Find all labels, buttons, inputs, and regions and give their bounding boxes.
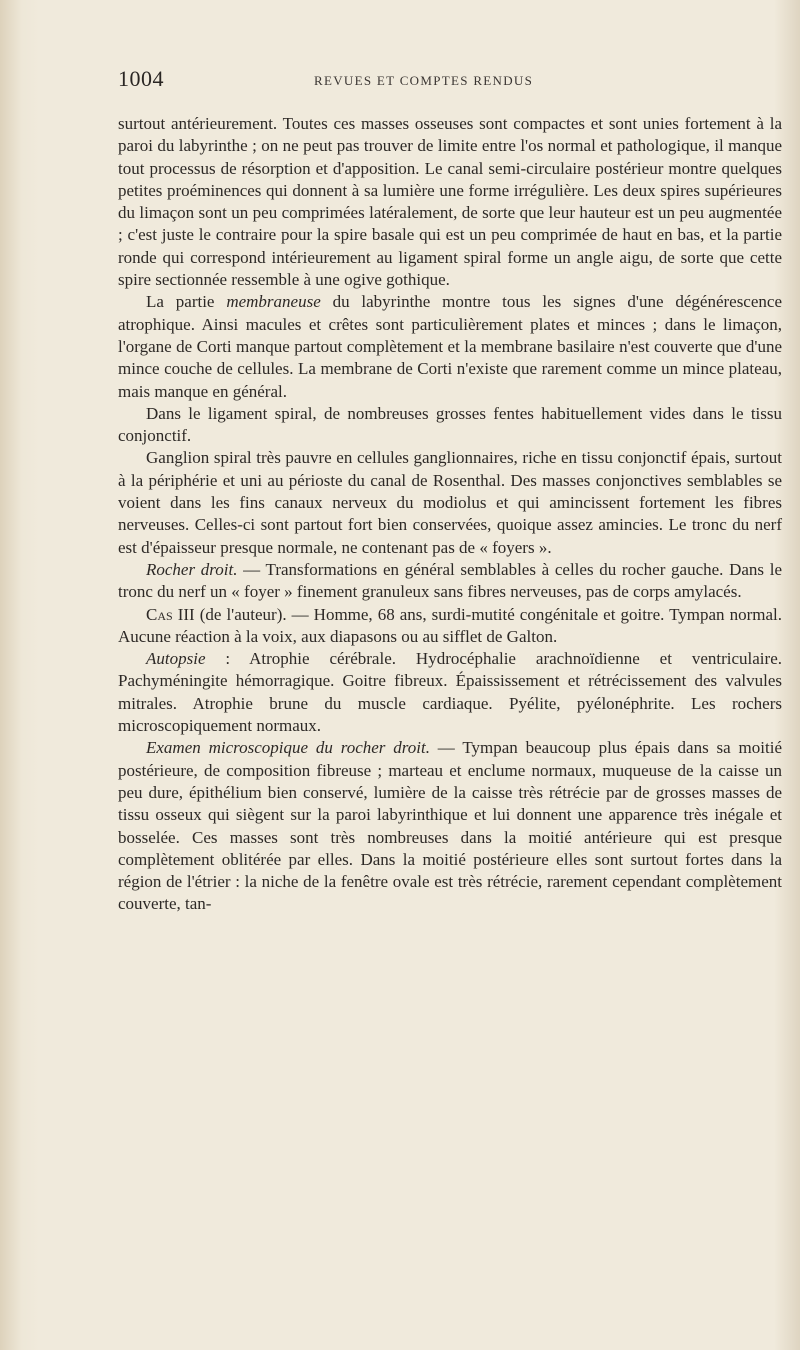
- running-title: REVUES ET COMPTES RENDUS: [314, 73, 534, 88]
- paragraph-cas-iii: Cas III (de l'auteur). — Homme, 68 ans, surdi-mutité congénitale et goitre. Tympan normal. Aucune réaction à la voix, aux diapasons ou au sifflet de Galton.: [118, 604, 782, 646]
- paragraph-ganglion-spiral: Ganglion spiral très pauvre en cellules ganglionnaires, riche en tissu conjonctif épais, surtout à la périphérie et uni au périoste du canal de Rosenthal. Des masses conjonctives semblables se voient dans les fins canaux nerveux du modiolus et qui amincissent fortement les fibres nerveuses. Celles-ci sont partout fort bien conservées, quoique assez amincies. Le tronc du nerf est d'épaisseur presque normale, ne contenant pas de « foyers ».: [118, 448, 782, 557]
- paragraph-rocher-droit: Rocher droit. — Transformations en général semblables à celles du rocher gauche. Dans le tronc du nerf un « foyer » finement granuleux sans fibres nerveuses, pas de corps amylacés.: [118, 559, 782, 602]
- paragraph-autopsie: Autopsie : Atrophie cérébrale. Hydrocéphalie arachnoïdienne et ventriculaire. Pachyméningite hémorragique. Goitre fibreux. Épaississement et rétrécissement des valvules mitrales. Atrophie brune du muscle cardiaque. Pyélite, pyélonéphrite. Les rochers microscopiquement normaux.: [118, 649, 782, 736]
- paragraph-continuation: surtout antérieurement. Toutes ces masses osseuses sont compactes et sont unies fortement à la paroi du labyrinthe ; on ne peut pas trouver de limite entre l'os normal et pathologique, il manque tout processus de résorption et d'apposition. Le canal semi-circulaire postérieur montre quelques petites proéminences qui donnent à sa lumière une forme irrégulière. Les deux spires supérieures du limaçon sont un peu comprimées latéralement, de sorte que leur hauteur est un peu augmentée ; c'est juste le contraire pour la spire basale qui est un peu comprimée de haut en bas, et la partie ronde qui correspond intérieurement au ligament spiral forme un angle aigu, de sorte que cette spire sectionnée ressemble à une ogive gothique.: [118, 114, 782, 290]
- page-number: 1004: [118, 66, 164, 91]
- paragraph-membraneuse: La partie membraneuse du labyrinthe montre tous les signes d'une dégénérescence atrophique. Ainsi macules et crêtes sont particulièrement plates et minces ; dans le limaçon, l'organe de Corti manque partout complètement et la membrane basilaire n'est couverte que d'une mince couche de cellules. La membrane de Corti n'existe que rarement comme un mince plateau, mais manque en général.: [118, 292, 782, 401]
- body-text: [118, 113, 782, 916]
- page-header: [118, 66, 782, 96]
- paragraph-examen-microscopique: Examen microscopique du rocher droit. — Tympan beaucoup plus épais dans sa moitié postérieure, de composition fibreuse ; marteau et enclume normaux, muqueuse de la caisse un peu dure, épithélium bien conservé, lumière de la caisse très rétrécie par de grosses masses de tissu osseux qui siègent sur la paroi labyrinthique et lui donnent une apparence très inégale et bosselée. Ces masses sont très nombreuses dans la moitié antérieure qui est presque complètement oblitérée par elles. Dans la moitié postérieure elles sont surtout fortes dans la région de l'étrier : la niche de la fenêtre ovale est très rétrécie, rarement cependant complètement couverte, tan-: [118, 738, 782, 914]
- paragraph-ligament-spiral: Dans le ligament spiral, de nombreuses grosses fentes habituellement vides dans le tissu conjonctif.: [118, 403, 782, 446]
